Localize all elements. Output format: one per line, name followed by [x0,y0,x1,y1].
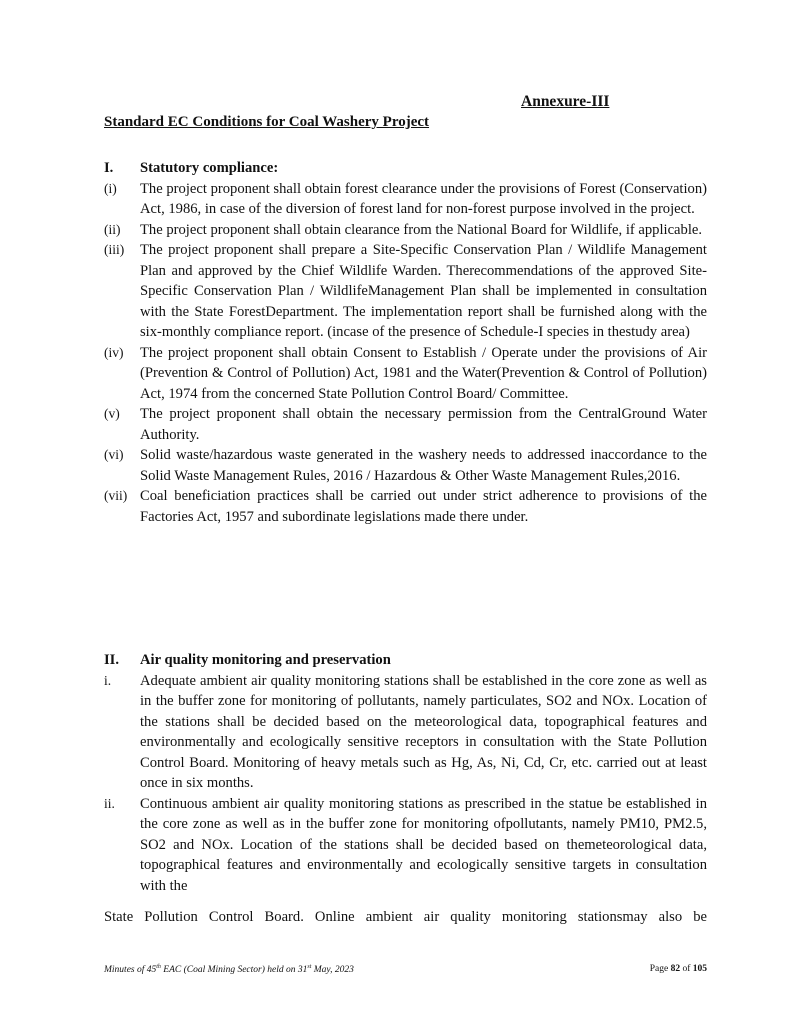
section-number: I. [104,160,114,176]
list-item [104,445,707,486]
item-label: (vi) [104,447,124,462]
list-item [104,220,707,241]
item-text: Coal beneficiation practices shall be carried out under strict adherence to provisions of the Factories Act, 1957 and subordinate legislations made there under. [140,488,707,525]
item-label: (iii) [104,242,125,257]
page-number [650,964,707,975]
annexure-label: Annexure-III [521,93,610,110]
item-text: The project proponent shall obtain Consent to Establish / Operate under the provisions of Air (Prevention & Control of Pollution) Act, 1981 and the Water(Prevention & Control of Pollution) Act, 1974 from the concerned State Pollution Control Board/ Committee. [140,344,707,402]
item-label: i. [104,672,112,688]
item-text: The project proponent shall obtain forest clearance under the provisions of Forest (Conservation) Act, 1986, in case of the diversion of forest land for non-forest purpose involved in the project. [140,180,707,217]
section-heading [104,158,707,179]
section-air-quality [104,650,707,896]
footer-text: May, 2023 [311,965,354,976]
footer-sup: st [307,964,312,970]
section-statutory-compliance [104,158,707,527]
item-label: ii. [104,795,115,811]
section-heading-text: Air quality monitoring and preservation [140,652,391,668]
list-item [104,179,707,220]
section-heading-text: Statutory compliance: [140,160,279,176]
footer-text: EAC (Coal Mining Sector) held on 31 [160,965,308,976]
section-heading [104,650,707,671]
item-label: (iv) [104,344,124,360]
list-item [104,671,707,794]
item-label: (v) [104,406,120,421]
item-label: (ii) [104,221,121,237]
list-item [104,794,707,897]
document-title: Standard EC Conditions for Coal Washery Project [104,114,430,130]
footer-meeting-info [104,964,354,975]
continuation-text: State Pollution Control Board. Online ambient air quality monitoring stationsmay also be [104,909,707,925]
item-text: Continuous ambient air quality monitoring stations as prescribed in the statue be established in the core zone as well as in the buffer zone for monitoring ofpollutants, namely PM10, PM2.5, SO2 and NOx. Location of the stations shall be decided based on themeteorological data, topographical features and environmentally and ecologically sensitive targets in consultation with the [140,795,707,894]
list-item [104,486,707,527]
page-footer [104,964,707,975]
page-label: Page [649,964,671,974]
item-text: Solid waste/hazardous waste generated in the washery needs to addressed inaccordance to the Solid Waste Management Rules, 2016 / Hazardous & Other Waste Management Rules,2016. [140,447,707,484]
item-label: (vii) [104,488,128,503]
page-of: of [680,964,693,974]
item-text: The project proponent shall prepare a Site-Specific Conservation Plan / Wildlife Management Plan and approved by the Chief Wildlife Warden. Therecommendations of the approved Site-Specific Conservation Plan / WildlifeManagement Plan shall be implemented in consultation with the State ForestDepartment. The implementation report shall be furnished along with the six-monthly compliance report. (incase of the presence of Schedule-I species in thestudy area) [140,242,707,340]
footer-sup: th [156,964,161,970]
list-item [104,343,707,405]
item-label: (i) [104,180,117,196]
page-total: 105 [692,964,707,974]
footer-text: Minutes of 45 [104,965,157,976]
item-text: The project proponent shall obtain clearance from the National Board for Wildlife, if applicable. [140,221,703,238]
item-text: Adequate ambient air quality monitoring stations shall be established in the core zone as well as in the buffer zone for monitoring of pollutants, namely particulates, SO2 and NOx. Location of the stations shall be decided based on the meteorological data, topographical features and environmentally and ecologically sensitive receptors in consultation with the State Pollution Control Board. Monitoring of heavy metals such as Hg, As, Ni, Cd, Cr, etc. carried out at least once in six months. [140,672,707,791]
item-text: The project proponent shall obtain the necessary permission from the CentralGround Water Authority. [140,406,707,443]
section-number: II. [104,652,120,668]
page-current: 82 [670,964,681,974]
list-item [104,240,707,343]
list-item [104,404,707,445]
